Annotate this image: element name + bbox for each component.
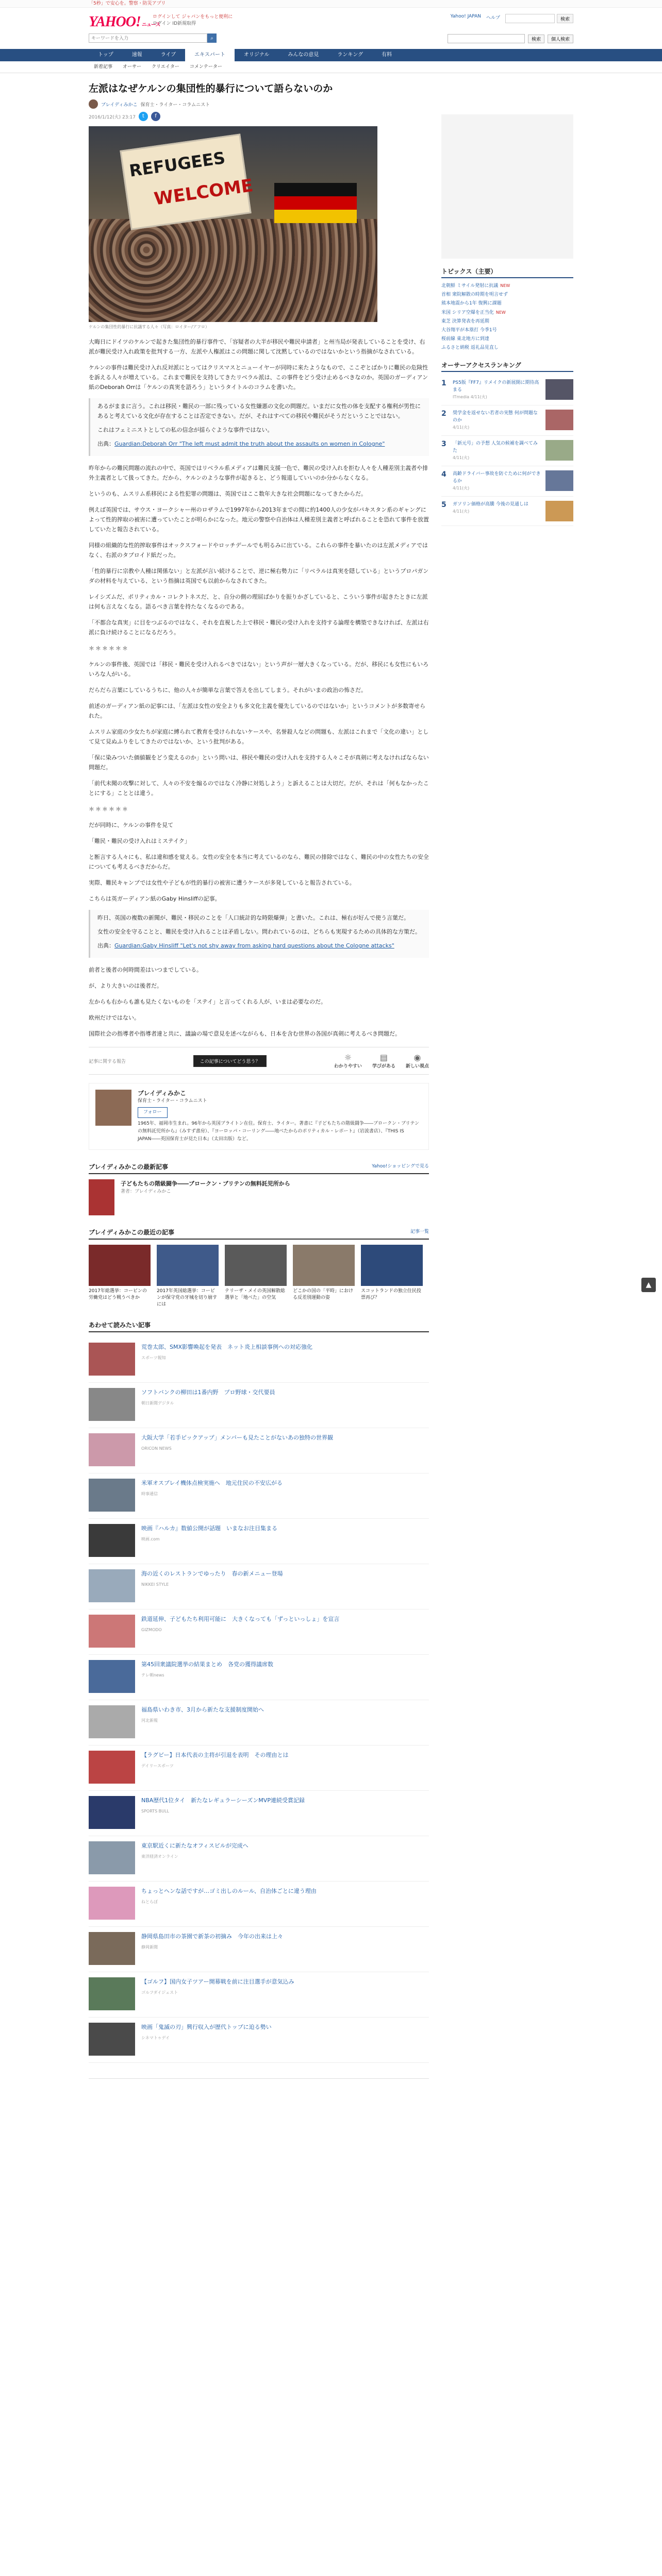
quote-source: 出典：Guardian:Gaby Hinsliff "Let's not shy away from asking hard questions about the Cologne attacks": [97, 942, 394, 949]
paragraph: 左からも右からも誰も見たくないものを「ステイ」と言ってくれる人が、いまは必要なのだ。: [89, 998, 327, 1005]
topic-item[interactable]: 大谷翔平が本塁打 今季1号: [441, 328, 497, 333]
paragraph: レイシズムだ、ポリティカル・コレクトネスだ、と、自分の側の理屈ばかりを振りかざしていると、こういう事件が起きたときに左派は何も言えなくなる。語るべき言葉を持たなくなるのである。: [89, 594, 428, 610]
twitter-share-icon[interactable]: t: [139, 112, 148, 121]
related-list: [89, 1337, 429, 2063]
paragraph: 「性的暴行に宗教や人種は関係ない」と左派が言い続けることで、逆に極右勢力に「リベラルは真実を隠している」というプロパガンダの材料を与えている、という指摘は英国でも以前からなされてきた。: [89, 568, 429, 584]
yj-search: [505, 14, 573, 23]
list-item[interactable]: ソフトバンクの柳田は1番内野 プロ野球・交代要員 朝日新聞デジタル: [89, 1383, 429, 1428]
scroll-to-top-button[interactable]: ▲: [641, 1278, 656, 1292]
article-main: [89, 78, 429, 2110]
author-photo[interactable]: [95, 1090, 131, 1126]
ranking-item[interactable]: 5 ガソリン価格が高騰 今後の見通しは 4/11(火): [441, 497, 573, 526]
header-right: [451, 14, 573, 23]
latest-heading: ブレイディみかこの最近の記事 記事一覧: [89, 1228, 429, 1240]
nav-item-opinion[interactable]: みんなの意見: [288, 52, 319, 58]
paragraph: というのも、ムスリム系移民による性犯罪の問題は、英国ではここ数年大きな社会問題になってきたからだ。: [89, 490, 367, 497]
books-heading: ブレイディみかこの最新記事 Yahoo!ショッピングで見る: [89, 1162, 429, 1174]
news-search-input[interactable]: [89, 33, 207, 43]
list-item[interactable]: 米軍オスプレイ機体点検実施へ 地元住民の不安広がる 時事通信: [89, 1473, 429, 1519]
book-author: 著者：ブレイディみかこ: [121, 1189, 171, 1194]
reaction-prompt-button[interactable]: この記事についてどう思う？: [193, 1055, 267, 1067]
section-divider: ＊＊＊＊＊＊: [89, 645, 129, 652]
protest-sign: REFUGEES WELCOME: [120, 133, 251, 230]
ranking-heading: オーサーアクセスランキング: [441, 361, 573, 372]
paragraph: 「保に染みついた価値観をどう変えるのか」という問いは、移民や難民の受け入れを支持する人々こそが真剣に考えなければならない問題だ。: [89, 754, 429, 771]
article-list-link[interactable]: 記事一覧: [410, 1229, 429, 1234]
topic-item[interactable]: 熊本地震から1年 復興に課題: [441, 301, 502, 306]
reaction-understand[interactable]: ☼ わかりやすい: [334, 1053, 362, 1069]
related-thumb: [89, 1660, 135, 1693]
related-thumb: [89, 1479, 135, 1512]
latest-card[interactable]: 2017年英国総選挙：コービンが保守党の牙城を切り崩すには: [157, 1245, 219, 1308]
list-item[interactable]: 鉄道延伸、子どもたち利用可能に 大きくなっても「ずっといっしょ」を宣言 GIZMODO: [89, 1609, 429, 1655]
new-badge: NEW: [495, 310, 506, 315]
latest-thumb: [157, 1245, 219, 1286]
ranking-item[interactable]: 4 高齢ドライバー事故を防ぐために何ができるか 4/11(火): [441, 466, 573, 497]
yahoo-news-logo[interactable]: YAHOO! ニュース: [89, 14, 160, 30]
paragraph: 前者と後者の何時間差はいつまでしている。: [89, 967, 202, 973]
search-icon[interactable]: ⌕: [207, 33, 217, 43]
site-search-button[interactable]: 個人検索: [548, 35, 573, 43]
related-thumb: [89, 1887, 135, 1920]
quote-block: [89, 910, 429, 958]
paragraph: 実際、難民キャンプでは女性や子どもが性的暴行の被害に遭うケースが多発していると報告されている。: [89, 879, 355, 886]
paragraph: 国際社会の指導者や指導者達と共に、議論の場で意見を述べながらも、日本を含む世界の各国が真剣に考えるべき問題だ。: [89, 1030, 401, 1037]
article-body: [89, 337, 429, 1039]
list-item[interactable]: 【ゴルフ】国内女子ツアー開幕戦を前に注目選手が意気込み ゴルフダイジェスト: [89, 1972, 429, 2018]
yahoo-japan-link[interactable]: Yahoo! JAPAN: [450, 14, 481, 19]
latest-thumb: [293, 1245, 355, 1286]
topic-item[interactable]: 桜前線 東北地方に到達: [441, 336, 489, 342]
list-item[interactable]: 東京駅近くに新たなオフィスビルが完成へ 東洋経済オンライン: [89, 1836, 429, 1882]
list-item[interactable]: 映画「鬼滅の刃」興行収入が歴代トップに迫る勢い シネマトゥデイ: [89, 2018, 429, 2063]
topic-item[interactable]: 北朝鮮 ミサイル発射に抗議 NEW: [441, 283, 510, 289]
latest-card[interactable]: 2017年総選挙：コービンの労働党はどう戦うべきか: [89, 1245, 151, 1308]
nav-item-live[interactable]: ライブ: [160, 52, 176, 58]
nav-item-ranking[interactable]: ランキング: [337, 52, 363, 58]
topic-item[interactable]: 首相 衆院解散の時期を明言せず: [441, 292, 508, 297]
german-flag: [274, 183, 357, 224]
list-item[interactable]: 大阪大学「若手ピックアップ」メンバーも見たことがないあの独特の世界観 ORICON NEWS: [89, 1428, 429, 1473]
latest-thumb: [89, 1245, 151, 1286]
related-thumb: [89, 1343, 135, 1376]
meta-line: [89, 112, 429, 121]
main-nav: [0, 49, 662, 61]
help-link[interactable]: ヘルプ: [486, 15, 500, 21]
list-item[interactable]: 福島県いわき市、3月から新たな支援制度開始へ 河北新報: [89, 1700, 429, 1745]
ranking-section: [441, 361, 573, 526]
sub-nav: [0, 61, 662, 73]
related-thumb: [89, 1932, 135, 1965]
related-thumb: [89, 2023, 135, 2056]
author-line: [89, 99, 429, 109]
reaction-new-view[interactable]: ◉ 新しい視点: [405, 1053, 429, 1069]
paragraph: 「難民・難民の受け入れはミステイク」: [89, 838, 190, 844]
publish-date: 2016/1/12(火) 23:17: [89, 114, 136, 120]
subnav-new[interactable]: 新着記事: [94, 64, 113, 70]
author-profile: [89, 1083, 429, 1150]
section-divider: ＊＊＊＊＊＊: [89, 806, 129, 812]
paragraph: 「前代未聞の攻撃に対して、人々の不安を煽るのではなく冷静に対処しよう」と訴えることは大切だ。だが、それは「何もなかったことにする」こととは違う。: [89, 780, 429, 796]
nav-item-paid[interactable]: 有料: [382, 52, 392, 58]
profile-name[interactable]: ブレイディみかこ: [138, 1090, 186, 1097]
paragraph: ムスリム家庭の少女たちが家庭に縛られて教育を受けられないケースや、名誉殺人などの問題も、左派はこれまで「文化の違い」として見て見ぬふりをしてきたのではないか、という批判がある。: [89, 728, 429, 745]
subnav-creators[interactable]: クリエイター: [152, 64, 179, 70]
ranking-item[interactable]: 2 奨学金を返せない若者の実態 何が問題なのか 4/11(火): [441, 405, 573, 436]
quote-source-link[interactable]: Guardian:Deborah Orr "The left must admit the truth about the assaults on women in Cologne": [114, 440, 385, 447]
paragraph: 大晦日にドイツのケルンで起きた集団性的暴行事件で、「容疑者の大半が移民や難民申請者」と州当局が発表していることを受け、右派が難民受け入れ政策を批判する一方、左派や人権派はこの問題に関して沈黙しているのではないかという指摘がなされている。: [89, 338, 425, 355]
promo-line-2[interactable]: ログイン ID新規取得: [153, 21, 196, 26]
ranking-thumb: [545, 410, 573, 430]
reaction-icons: [334, 1053, 429, 1069]
quote-paragraph: これはフェミニストとしての私の信念が揺らぐような事件ではない。: [97, 427, 273, 433]
paragraph: と断言する人々にも、私は違和感を覚える。女性の安全を本当に考えているのなら、難民の排除ではなく、難民の中の女性たちの安全についても考えるべきだからだ。: [89, 854, 429, 870]
author-name[interactable]: ブレイディみかこ: [101, 102, 138, 108]
paragraph: 欧州だけではない。: [89, 1014, 140, 1021]
related-thumb: [89, 1569, 135, 1602]
list-item[interactable]: ちょっとヘンな話ですが…ゴミ出しのルール、自治体ごとに違う理由 ねとらぼ: [89, 1882, 429, 1927]
book-item[interactable]: [89, 1179, 429, 1215]
ranking-thumb: [545, 440, 573, 461]
related-thumb: [89, 1433, 135, 1466]
promo-line-1[interactable]: ログインして ジャパンをもっと便利に: [153, 14, 233, 20]
subnav-authors[interactable]: オーサー: [123, 64, 142, 70]
author-avatar[interactable]: [89, 99, 98, 109]
paragraph: 例えば英国では、サウス・ヨークシャー州のロザラムで1997年から2013年までの間に約1400人の少女がパキスタン系のギャングによって性的搾取の被害に遭っていたことが明らかになった。地元の警察や自治体は人種差別主義者と呼ばれることを恐れて事件を放置していたと報告されている。: [89, 506, 429, 533]
follow-button[interactable]: フォロー: [138, 1107, 168, 1118]
nav-item-expert[interactable]: エキスパート: [185, 49, 235, 61]
crowd-graphic: [89, 219, 377, 322]
paragraph: ケルンの事件は難民受け入れ反対派にとってはクリスマスとニューイヤーが同時に来たようなもので、ここぞとばかりに難民の危険性を訴える人々が増えている。これまで難民を支持してきたリベラル派は、この事件をどう受け止めるべきなのか。英国のガーディアン紙のDeborah Orrは「ケルンの真実を語ろう」というタイトルのコラムを書いた。: [89, 364, 428, 391]
author-role: 保育士・ライター・コラムニスト: [140, 102, 210, 108]
top-strip: [0, 0, 662, 8]
list-item[interactable]: 【ラグビー】日本代表の主将が引退を表明 その理由とは デイリースポーツ: [89, 1745, 429, 1791]
latest-thumb: [361, 1245, 423, 1286]
ranking-item[interactable]: 3 「新元号」の予想 人気の候補を調べてみた 4/11(火): [441, 436, 573, 466]
quote-paragraph: 女性の安全を守ることと、難民を受け入れることは矛盾しない。問われているのは、どちらも実現するための具体的な方策だ。: [97, 928, 421, 935]
list-item[interactable]: 第45回衆議院選挙の結果まとめ 各党の獲得議席数 テレ朝news: [89, 1655, 429, 1700]
related-thumb: [89, 1751, 135, 1784]
yj-search-button[interactable]: 検索: [557, 14, 573, 23]
related-thumb: [89, 1524, 135, 1557]
latest-articles: [89, 1245, 429, 1308]
quote-paragraph: あるがままに言う。これは移民・難民の一部に残っている女性嫌悪の文化の問題だ。いまだに女性の体を支配する権利が男性にあると考えている文化が存在することは否定できない。だが、それはすべての移民や難民がそうだということではない。: [97, 403, 421, 419]
paragraph: 「不都合な真実」に目をつぶるのではなく、それを直視した上で移民・難民の受け入れを支持する論理を構築できなければ、左派は右派に負け続けることになるだろう。: [89, 619, 429, 636]
search-bar: [89, 33, 573, 44]
related-thumb: [89, 1388, 135, 1421]
paragraph: だらだら言葉にしているうちに、他の人々が簡単な言葉で答えを出してしまう。それがいまの政治の怖さだ。: [89, 687, 367, 693]
login-promo: [153, 14, 233, 27]
book-title: 子どもたちの階級闘争――ブロークン・ブリテンの無料託児所から: [121, 1180, 290, 1187]
quote-source: 出典：Guardian:Deborah Orr "The left must admit the truth about the assaults on women in Cologne": [97, 440, 385, 447]
paragraph: こちらは英ガーディアン紙のGaby Hinsliffの記事。: [89, 895, 221, 902]
paragraph: 同様の組織的な性的搾取事件はオックスフォードやロッチデールでも明るみに出ている。これらの事件を暴いたのは左派メディアではなく、右派のタブロイド紙だった。: [89, 542, 428, 558]
profile-role: 保育士・ライター・コラムニスト: [138, 1098, 207, 1104]
latest-card[interactable]: どこかの国の「平時」における反差別運動の姿: [293, 1245, 355, 1308]
news-search-button[interactable]: 検索: [528, 35, 544, 43]
topics-heading: トピックス（主要）: [441, 267, 573, 278]
book-cover: [89, 1179, 114, 1215]
subnav-commentators[interactable]: コメンテーター: [189, 64, 222, 70]
list-item[interactable]: 静岡県島田市の茶園で新茶の初摘み 今年の出来は上々 静岡新聞: [89, 1927, 429, 1972]
related-thumb: [89, 1841, 135, 1874]
book-icon: ▤: [379, 1053, 388, 1062]
eye-icon: ◉: [413, 1053, 421, 1062]
paragraph: 昨年からの難民問題の流れの中で、英国ではリベラル系メディアは難民支援一色で、難民の受け入れを拒む人々を人種差別主義者や排外主義者として扱ってきた。だから、ケルンのような事件が起きると、どう報道していいのか分からなくなる。: [89, 465, 428, 481]
ranking-item[interactable]: 1 PS5版『FF7』リメイクの新展開に期待高まる ITmedia 4/11(火): [441, 375, 573, 405]
topic-item[interactable]: 米国 シリア空爆を正当化 NEW: [441, 310, 506, 315]
page-footer: [89, 2078, 429, 2110]
reaction-learn[interactable]: ▤ 学びがある: [372, 1053, 395, 1069]
site-search-input[interactable]: [448, 34, 525, 43]
site-search: [448, 33, 573, 44]
related-heading: あわせて読みたい記事: [89, 1320, 429, 1332]
related-thumb: [89, 1977, 135, 2010]
quote-source-link[interactable]: Guardian:Gaby Hinsliff "Let's not shy away from asking hard questions about the Cologne attacks": [114, 942, 394, 949]
nav-item-top[interactable]: トップ: [98, 52, 113, 58]
topic-item[interactable]: 東芝 決算発表を再延期: [441, 319, 489, 324]
hero-caption: ケルンの集団性的暴行に抗議する人々（写真：ロイター/アフロ）: [89, 325, 209, 329]
site-header: [89, 8, 573, 44]
shopping-link[interactable]: Yahoo!ショッピングで見る: [372, 1164, 429, 1169]
article-hero-image: [89, 126, 377, 322]
list-item[interactable]: 荒巻太郎、SMX影響喚起を発表 ネット炎上相談事例への対応強化 スポーツ報知: [89, 1337, 429, 1383]
top-strip-link[interactable]: 「5秒」で安心を。警察・防災アプリ: [89, 1, 166, 6]
nav-item-original[interactable]: オリジナル: [243, 52, 270, 58]
list-item[interactable]: 映画『ハルカ』数値公開が話題 いまなお注目集まる 映画.com: [89, 1519, 429, 1564]
paragraph: ケルンの事件後、英国では「移民・難民を受け入れるべきではない」という声が一層大きくなっている。だが、移民にも女性にもいろいろな人がいる。: [89, 661, 429, 677]
sidebar: [441, 78, 573, 2110]
related-thumb: [89, 1796, 135, 1829]
list-item[interactable]: 海の近くのレストランでゆったり 春の新メニュー登場 NIKKEI STYLE: [89, 1564, 429, 1609]
paragraph: が、より大きいのは後者だ。: [89, 982, 162, 989]
profile-bio: 1965年、福岡市生まれ。96年から英国ブライトン在住。保育士、ライター。著書に『子どもたちの階級闘争――ブロークン・ブリテンの無料託児所から』（みすず書房）、『ヨーロッパ・コーリング――地べたからのポリティカル・レポート』（岩波書店）、『THIS IS JAPAN――英国保育士が見た日本』（太田出版）など。: [138, 1121, 420, 1142]
topic-item[interactable]: ふるさと納税 返礼品見直し: [441, 345, 499, 350]
latest-thumb: [225, 1245, 287, 1286]
report-link[interactable]: 記事に関する報告: [89, 1059, 126, 1064]
light-bulb-icon: ☼: [344, 1053, 352, 1062]
quote-block: [89, 398, 429, 456]
ranking-thumb: [545, 501, 573, 521]
facebook-share-icon[interactable]: f: [151, 112, 160, 121]
quote-paragraph: 昨日、英国の複数の新聞が、難民・移民のことを「人口統計的な時限爆弾」と書いた。これは、極右が好んで使う言葉だ。: [97, 914, 409, 921]
related-thumb: [89, 1705, 135, 1738]
latest-card[interactable]: スコットランドの独立住民投票再び？: [361, 1245, 423, 1308]
related-thumb: [89, 1615, 135, 1648]
reaction-bar: [89, 1047, 429, 1075]
ranking-thumb: [545, 379, 573, 400]
nav-item-breaking[interactable]: 速報: [131, 52, 142, 58]
yj-search-input[interactable]: [505, 14, 555, 23]
article-title: 左派はなぜケルンの集団性的暴行について語らないのか: [89, 83, 333, 94]
list-item[interactable]: NBA歴代1位タイ 新たなレギュラーシーズンMVP連続受賞記録 SPORTS BULL: [89, 1791, 429, 1836]
topics-section: [441, 267, 573, 352]
highlighted-paragraph: 前述のガーディアン紙の記事には、「左派は女性の安全よりも多文化主義を優先しているのではないか」というコメントが多数寄せられた。: [89, 703, 426, 719]
paragraph: だが同時に、ケルンの事件を見て: [89, 822, 174, 828]
ranking-thumb: [545, 470, 573, 491]
new-badge: NEW: [500, 283, 510, 288]
latest-card[interactable]: テリーザ・メイの英国解散総選挙と「地べた」の空気: [225, 1245, 287, 1308]
sidebar-ad[interactable]: [441, 114, 573, 259]
